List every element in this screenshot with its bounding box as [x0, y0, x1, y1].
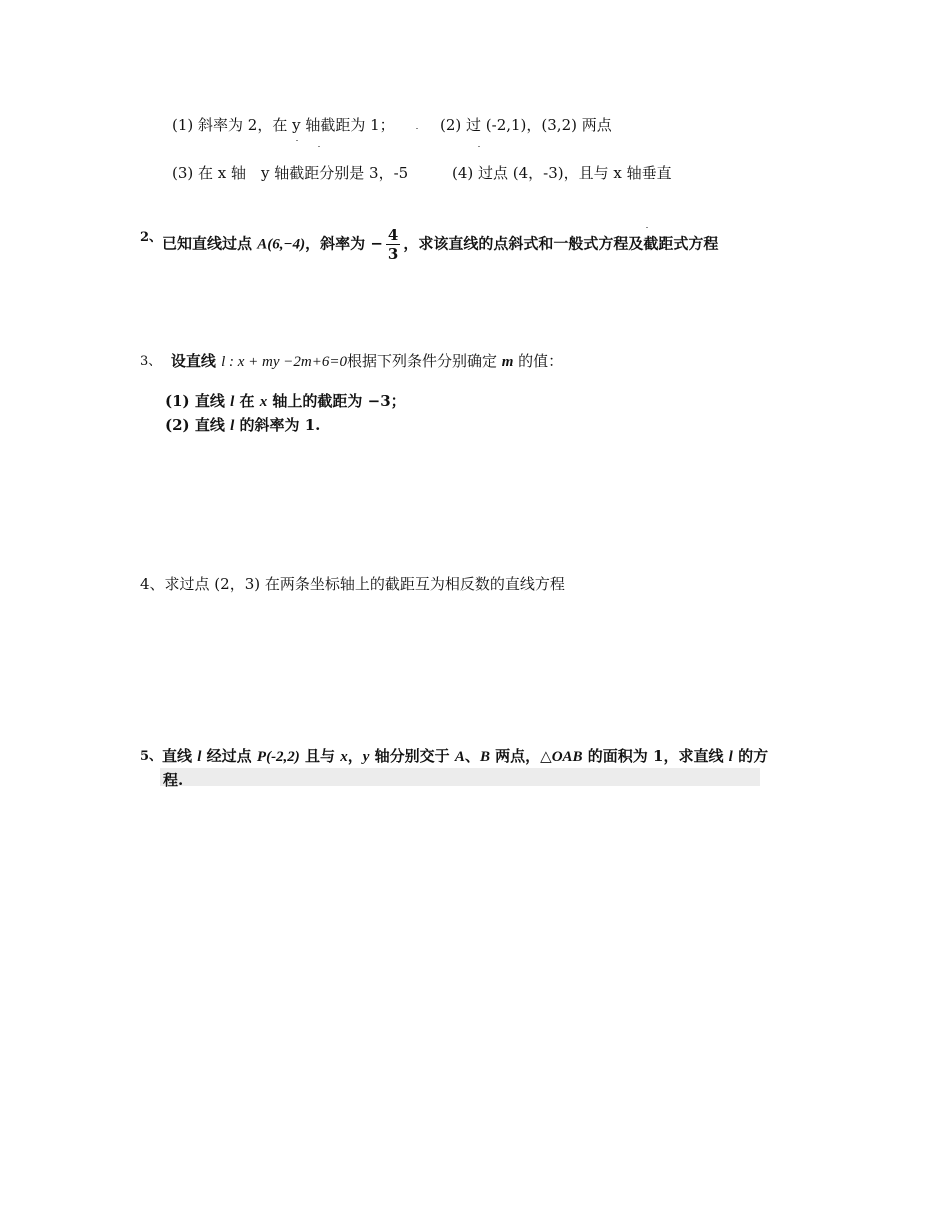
scan-speck — [478, 146, 480, 147]
q3-line — [140, 350, 563, 371]
q1-item-1: (1) 斜率为 2，在 y 轴截距为 1； — [172, 116, 395, 134]
q3-sub1-post: 轴上的截距为 −3； — [267, 392, 406, 410]
q3-sub2-l: l — [230, 418, 235, 434]
q3-sub1-x: x — [259, 394, 268, 410]
q3-sub2-pre: (2) 直线 — [165, 416, 231, 434]
q2-pre: 已知直线过点 — [162, 234, 258, 253]
q2-marker: 2、 — [140, 230, 163, 245]
q3-equation: l : x + my −2m+6=0 — [221, 354, 347, 370]
scan-speck — [318, 146, 320, 147]
q5-text-f: 、 — [464, 747, 480, 765]
q5-text-e: 轴分别交于 — [369, 747, 455, 765]
q5-oab: OAB — [551, 749, 583, 765]
q5-b: B — [479, 749, 490, 765]
q3-sub1-l: l — [230, 394, 235, 410]
q5-l: l — [197, 749, 202, 765]
q1-item-3: (3) 在 x 轴 y 轴截距分别是 3，-5 — [172, 164, 409, 182]
q2-line — [140, 226, 718, 263]
q5-point-p: P(-2,2) — [256, 749, 300, 765]
q2-slope-fraction — [386, 226, 400, 263]
q5-text-g: 两点，△ — [489, 747, 552, 765]
q5-marker: 5、 — [140, 749, 163, 764]
scan-speck — [416, 128, 418, 129]
q1-item-2: (2) 过 (-2,1)，(3,2) 两点 — [440, 116, 612, 134]
q4-line: 4、求过点 (2，3) 在两条坐标轴上的截距互为相反数的直线方程 — [140, 575, 565, 593]
scan-speck — [646, 227, 648, 228]
q2-frac-den: 3 — [387, 245, 399, 263]
scan-artifact-band — [160, 768, 760, 786]
q5-y: y — [362, 749, 370, 765]
q5-a: A — [454, 749, 465, 765]
q3-tail: 的值： — [513, 352, 564, 370]
q5-text-d: ， — [347, 747, 363, 765]
q5-text-i: 的方 — [732, 747, 769, 765]
q3-sub2-post: 的斜率为 1. — [234, 416, 321, 434]
q5-line-2: 程. — [163, 771, 184, 789]
q2-post: ，求该直线的点斜式和一般式方程及截距式方程 — [403, 234, 719, 253]
q5-text-c: 且与 — [299, 747, 341, 765]
q2-point: A(6,−4) — [257, 236, 306, 253]
q5-x: x — [340, 749, 348, 765]
q5-text-h: 的面积为 1，求直线 — [582, 747, 729, 765]
scan-speck — [296, 140, 298, 141]
q3-var: m — [501, 354, 514, 370]
q3-sub-1 — [165, 390, 406, 411]
q3-pre: 设直线 — [170, 352, 222, 370]
q3-sub1-pre: (1) 直线 — [165, 392, 231, 410]
q2-frac-num: 4 — [387, 226, 399, 244]
q3-post: 根据下列条件分别确定 — [346, 352, 502, 370]
q5-l2: l — [728, 749, 733, 765]
q5-text-b: 经过点 — [201, 747, 257, 765]
q3-marker: 3、 — [140, 354, 162, 369]
q3-sub-2 — [165, 414, 320, 435]
q1-item-4: (4) 过点 (4，-3)，且与 x 轴垂直 — [452, 164, 672, 182]
q3-sub1-mid: 在 — [234, 392, 260, 410]
q2-mid: ，斜率为 − — [305, 234, 383, 253]
q5-text-a: 直线 — [162, 747, 198, 765]
q5-line-1 — [140, 745, 768, 766]
